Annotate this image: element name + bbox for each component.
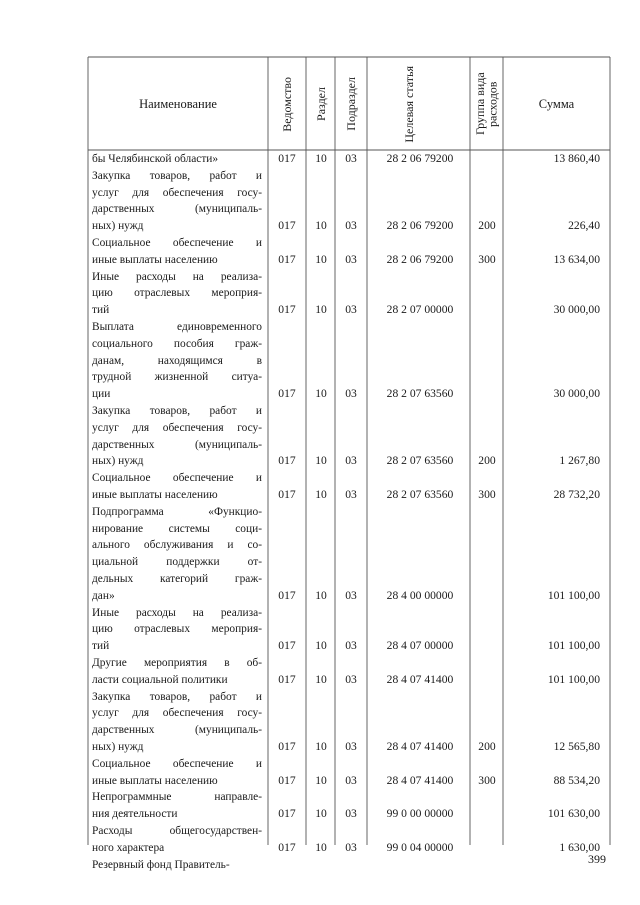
row-podrazdel: 03 — [345, 219, 357, 233]
header-target: Целевая статья — [402, 65, 416, 143]
row-name — [92, 319, 262, 403]
row-name-line: Закупка товаров, работ и — [92, 169, 262, 182]
row-target: 28 2 07 63560 — [386, 487, 454, 501]
row-podrazdel: 03 — [345, 387, 357, 401]
row-sum: 1 267,80 — [559, 454, 600, 468]
row-podrazdel: 03 — [345, 773, 357, 787]
row-name-line: иные выплаты населению — [92, 774, 218, 787]
row-name-line: Социальное обеспечение и — [92, 237, 262, 249]
row-sum: 101 100,00 — [547, 672, 600, 686]
row-name-line: Резервный фонд Правитель- — [92, 858, 230, 871]
row-ved: 017 — [278, 773, 296, 787]
row-ved: 017 — [278, 672, 296, 686]
row-name-line: Иные расходы на реализа- — [92, 606, 262, 619]
row-name-line: ального обслуживания и со- — [92, 539, 262, 552]
row-name — [92, 789, 262, 823]
table-row — [0, 151, 640, 168]
row-podrazdel: 03 — [345, 454, 357, 468]
row-ved: 017 — [278, 487, 296, 501]
row-name — [92, 655, 262, 689]
row-razdel: 10 — [315, 672, 327, 686]
row-razdel: 10 — [315, 152, 327, 165]
row-sum: 13 860,40 — [553, 152, 600, 165]
row-ved: 017 — [278, 152, 296, 165]
row-razdel: 10 — [315, 303, 327, 317]
row-sum: 28 732,20 — [553, 487, 600, 501]
row-name-line: данам, находящимся в — [92, 354, 262, 367]
row-name-line: услуг для обеспечения госу- — [92, 421, 262, 434]
row-name-line: Иные расходы на реализа- — [92, 270, 262, 283]
row-name — [92, 689, 262, 756]
row-ved: 017 — [278, 739, 296, 753]
row-name-line: циальной поддержки от- — [92, 556, 262, 569]
row-target: 28 2 06 79200 — [386, 152, 454, 165]
row-ved: 017 — [278, 588, 296, 602]
row-name-line: социального пособия граж- — [92, 337, 262, 350]
row-target: 28 2 06 79200 — [386, 252, 454, 266]
row-podrazdel: 03 — [345, 152, 357, 165]
row-sum: 13 634,00 — [553, 252, 600, 266]
row-podrazdel: 03 — [345, 672, 357, 686]
row-podrazdel: 03 — [345, 303, 357, 317]
row-name-line: ции — [92, 388, 111, 401]
row-name — [92, 151, 262, 168]
row-group: 200 — [478, 219, 496, 233]
row-name-line: дан» — [92, 589, 115, 602]
row-name-line: Непрограммные направле- — [92, 791, 262, 804]
row-name-line: бы Челябинской области» — [92, 153, 219, 165]
row-name — [92, 403, 262, 470]
row-razdel: 10 — [315, 639, 327, 653]
row-group: 300 — [478, 487, 496, 501]
row-target: 28 4 07 00000 — [386, 639, 454, 653]
row-name-line: цию отраслевых мероприя- — [92, 287, 262, 300]
row-razdel: 10 — [315, 387, 327, 401]
row-podrazdel: 03 — [345, 840, 357, 854]
row-ved: 017 — [278, 807, 296, 821]
header-sum: Сумма — [538, 96, 575, 111]
row-ved: 017 — [278, 639, 296, 653]
row-sum: 88 534,20 — [553, 773, 600, 787]
row-name-line: ласти социальной политики — [92, 673, 228, 686]
row-razdel: 10 — [315, 739, 327, 753]
row-name-line: Подпрограмма «Функцио- — [92, 505, 262, 518]
row-group: 200 — [478, 454, 496, 468]
table-row — [0, 689, 640, 756]
row-name-line: тий — [92, 304, 110, 317]
row-razdel: 10 — [315, 588, 327, 602]
row-sum: 101 630,00 — [547, 807, 600, 821]
table-row — [0, 756, 640, 790]
table-row — [0, 504, 640, 605]
row-name-line: иные выплаты населению — [92, 253, 218, 266]
table-row — [0, 857, 640, 874]
table-row — [0, 789, 640, 823]
row-name-line: дарственных (муниципаль- — [92, 203, 262, 216]
table-row — [0, 655, 640, 689]
row-name-line: Закупка товаров, работ и — [92, 690, 262, 703]
row-name — [92, 504, 262, 605]
row-name-line: дельных категорий граж- — [92, 572, 262, 585]
row-name-line: ного характера — [92, 841, 165, 854]
row-ved: 017 — [278, 252, 296, 266]
row-name — [92, 605, 262, 655]
header-name: Наименование — [139, 96, 217, 111]
row-razdel: 10 — [315, 487, 327, 501]
table-row — [0, 235, 640, 269]
page-number: 399 — [588, 852, 606, 866]
row-podrazdel: 03 — [345, 639, 357, 653]
row-name — [92, 269, 262, 319]
row-name-line: Социальное обеспечение и — [92, 472, 262, 485]
row-sum: 226,40 — [568, 219, 600, 233]
row-razdel: 10 — [315, 252, 327, 266]
row-name-line: ных) нужд — [92, 455, 144, 468]
row-razdel: 10 — [315, 840, 327, 854]
table-row — [0, 470, 640, 504]
row-name-line: иные выплаты населению — [92, 488, 218, 501]
row-sum: 101 100,00 — [547, 639, 600, 653]
row-target: 28 4 07 41400 — [386, 739, 454, 753]
row-name — [92, 168, 262, 235]
row-name-line: тий — [92, 640, 110, 653]
row-name-line: Закупка товаров, работ и — [92, 405, 262, 417]
row-name-line: Другие мероприятия в об- — [92, 657, 262, 669]
row-group: 300 — [478, 773, 496, 787]
row-name-line: ных) нужд — [92, 740, 144, 753]
row-target: 28 2 06 79200 — [386, 219, 454, 233]
row-target: 28 2 07 00000 — [386, 303, 454, 317]
table-row — [0, 823, 640, 857]
row-name-line: Социальное обеспечение и — [92, 757, 262, 770]
row-name-line: трудной жизненной ситуа- — [92, 371, 262, 384]
table-row — [0, 168, 640, 235]
row-name — [92, 235, 262, 269]
row-sum: 30 000,00 — [553, 303, 600, 317]
row-sum: 12 565,80 — [553, 739, 600, 753]
row-name — [92, 857, 262, 874]
row-ved: 017 — [278, 387, 296, 401]
row-name-line: Выплата единовременного — [92, 321, 262, 333]
row-podrazdel: 03 — [345, 807, 357, 821]
table-row — [0, 605, 640, 655]
row-ved: 017 — [278, 840, 296, 854]
row-razdel: 10 — [315, 773, 327, 787]
table-row — [0, 403, 640, 470]
row-group: 200 — [478, 739, 496, 753]
row-ved: 017 — [278, 219, 296, 233]
row-ved: 017 — [278, 303, 296, 317]
row-name-line: нирование системы соци- — [92, 522, 262, 535]
row-podrazdel: 03 — [345, 588, 357, 602]
row-name-line: Расходы общегосударствен- — [92, 825, 262, 837]
row-name-line: услуг для обеспечения госу- — [92, 186, 262, 199]
row-podrazdel: 03 — [345, 252, 357, 266]
row-name-line: дарственных (муниципаль- — [92, 438, 262, 451]
row-name-line: ния деятельности — [92, 808, 178, 821]
table-row — [0, 319, 640, 403]
row-target: 28 4 07 41400 — [386, 773, 454, 787]
row-target: 99 0 00 00000 — [386, 807, 454, 821]
row-name-line: ных) нужд — [92, 220, 144, 233]
row-target: 28 4 07 41400 — [386, 672, 454, 686]
row-name-line: услуг для обеспечения госу- — [92, 707, 262, 720]
row-ved: 017 — [278, 454, 296, 468]
row-name — [92, 470, 262, 504]
row-target: 28 2 07 63560 — [386, 454, 454, 468]
header-ved: Ведомство — [279, 76, 294, 132]
row-sum: 30 000,00 — [553, 387, 600, 401]
row-target: 99 0 04 00000 — [386, 840, 454, 854]
row-sum: 1 630,00 — [559, 840, 600, 854]
row-podrazdel: 03 — [345, 739, 357, 753]
row-razdel: 10 — [315, 454, 327, 468]
header-group: Группа вида расходов — [473, 72, 500, 136]
row-razdel: 10 — [315, 219, 327, 233]
row-name — [92, 823, 262, 857]
row-name — [92, 756, 262, 790]
row-target: 28 4 00 00000 — [386, 588, 454, 602]
row-podrazdel: 03 — [345, 487, 357, 501]
table-row — [0, 269, 640, 319]
row-sum: 101 100,00 — [547, 588, 600, 602]
header-razdel: Раздел — [313, 87, 328, 121]
header-podrazdel: Подраздел — [343, 77, 358, 131]
row-group: 300 — [478, 252, 496, 266]
row-razdel: 10 — [315, 807, 327, 821]
row-name-line: цию отраслевых мероприя- — [92, 623, 262, 636]
row-name-line: дарственных (муниципаль- — [92, 724, 262, 737]
row-target: 28 2 07 63560 — [386, 387, 454, 401]
